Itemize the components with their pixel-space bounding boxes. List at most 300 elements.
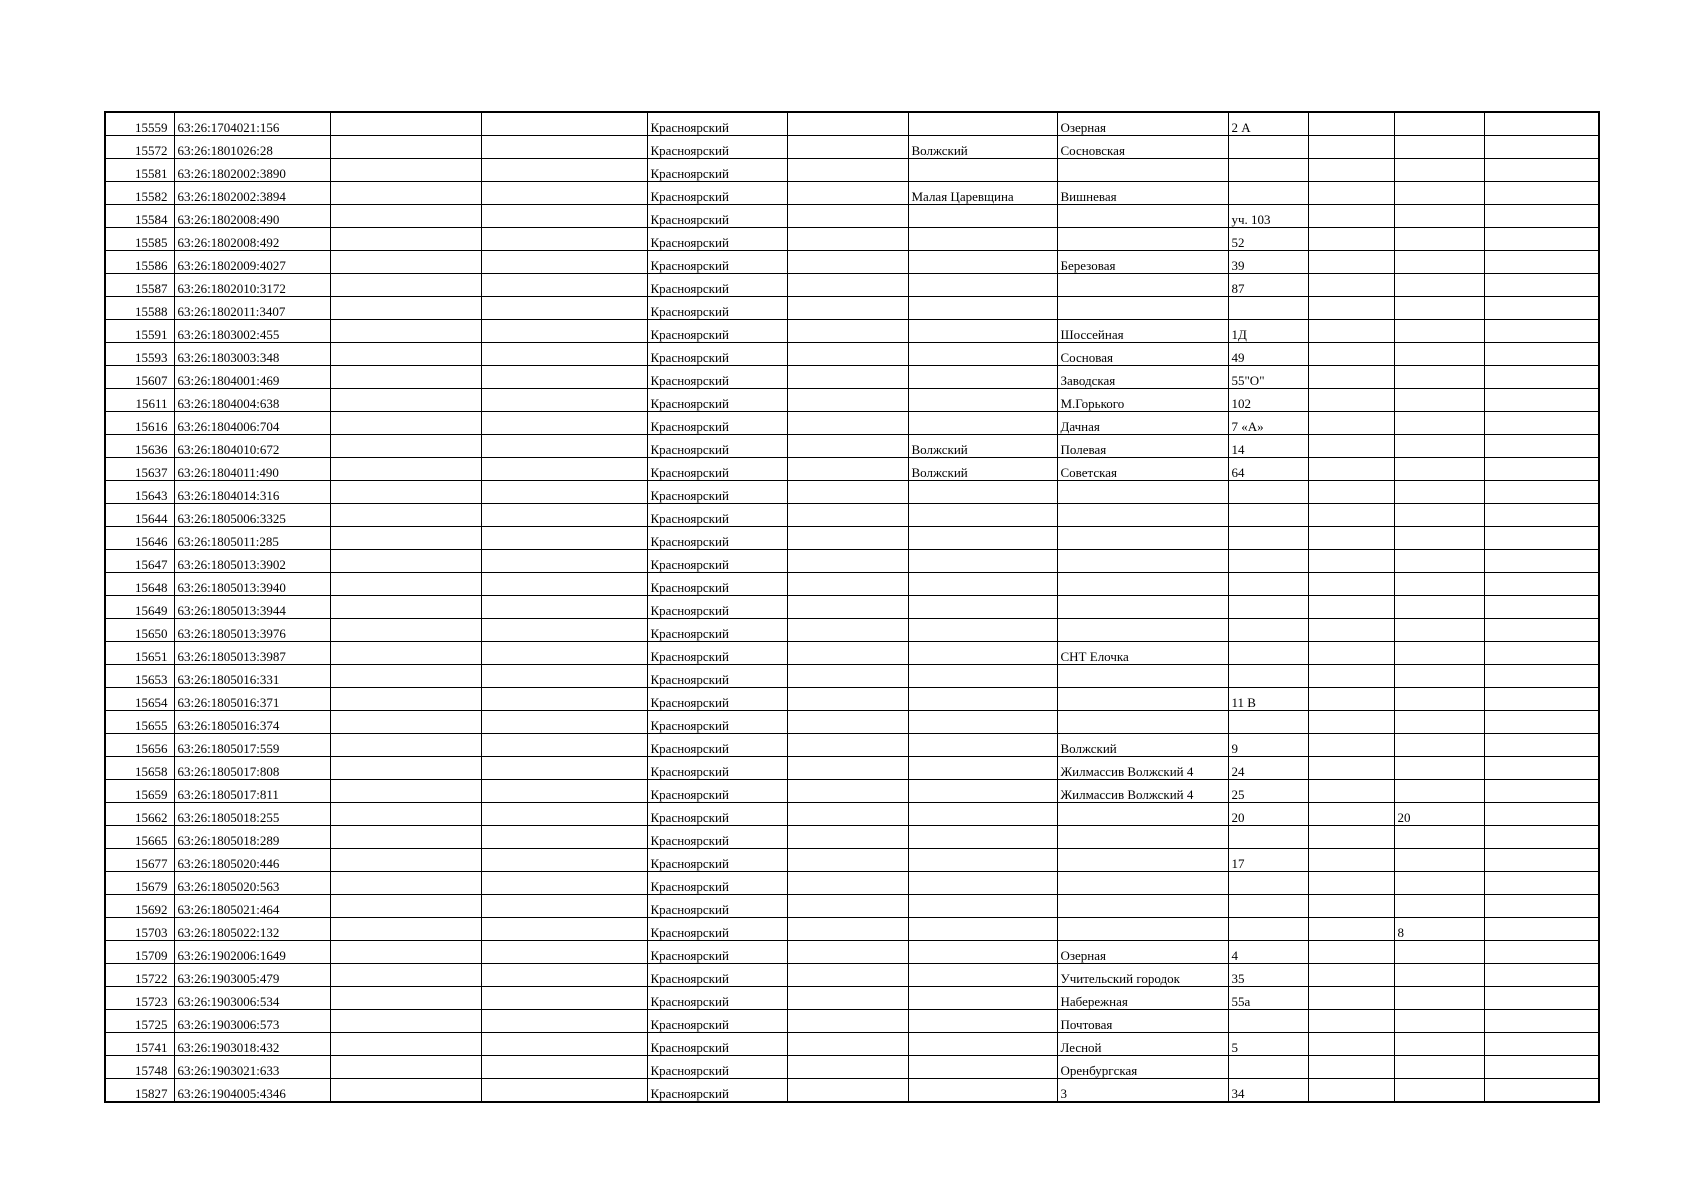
- cell-district: Красноярский: [647, 987, 787, 1010]
- cell-settlement: [908, 780, 1057, 803]
- cell-col-11: [1394, 389, 1484, 412]
- cell-col-3: [330, 205, 481, 228]
- cell-col-3: [330, 573, 481, 596]
- cell-district: Красноярский: [647, 366, 787, 389]
- cell-col-12: [1484, 941, 1599, 964]
- cell-district: Красноярский: [647, 481, 787, 504]
- cell-col-10: [1308, 872, 1394, 895]
- cell-house: [1228, 1056, 1308, 1079]
- cell-col-6: [787, 872, 908, 895]
- cell-settlement: [908, 596, 1057, 619]
- cell-col-4: [481, 527, 647, 550]
- cell-row-number: 15648: [105, 573, 174, 596]
- cell-street: Советская: [1057, 458, 1228, 481]
- cell-col-4: [481, 112, 647, 136]
- cell-col-4: [481, 297, 647, 320]
- cell-col-6: [787, 826, 908, 849]
- cell-row-number: 15655: [105, 711, 174, 734]
- cell-col-10: [1308, 688, 1394, 711]
- cell-col-4: [481, 918, 647, 941]
- cell-row-number: 15646: [105, 527, 174, 550]
- cell-cadastral-number: 63:26:1802002:3890: [174, 159, 330, 182]
- cell-col-6: [787, 849, 908, 872]
- cell-house: [1228, 826, 1308, 849]
- cell-col-12: [1484, 734, 1599, 757]
- cell-row-number: 15677: [105, 849, 174, 872]
- cell-row-number: 15659: [105, 780, 174, 803]
- cell-col-4: [481, 228, 647, 251]
- cell-cadastral-number: 63:26:1805013:3976: [174, 619, 330, 642]
- cell-cadastral-number: 63:26:1805013:3902: [174, 550, 330, 573]
- cell-district: Красноярский: [647, 1056, 787, 1079]
- cell-settlement: [908, 734, 1057, 757]
- cell-col-10: [1308, 757, 1394, 780]
- cell-settlement: [908, 504, 1057, 527]
- table-row: [105, 435, 1599, 458]
- cell-col-10: [1308, 780, 1394, 803]
- cell-col-10: [1308, 849, 1394, 872]
- cell-col-3: [330, 826, 481, 849]
- cell-col-12: [1484, 573, 1599, 596]
- cell-cadastral-number: 63:26:1805018:255: [174, 803, 330, 826]
- cell-row-number: 15709: [105, 941, 174, 964]
- cell-col-11: [1394, 941, 1484, 964]
- cell-district: Красноярский: [647, 251, 787, 274]
- cell-col-12: [1484, 872, 1599, 895]
- cell-col-4: [481, 803, 647, 826]
- cell-house: 2 А: [1228, 112, 1308, 136]
- cell-col-10: [1308, 274, 1394, 297]
- cell-house: [1228, 918, 1308, 941]
- cell-col-6: [787, 527, 908, 550]
- cell-settlement: Волжский: [908, 136, 1057, 159]
- cell-col-11: [1394, 1033, 1484, 1056]
- cell-col-4: [481, 596, 647, 619]
- cell-street: [1057, 573, 1228, 596]
- cell-col-6: [787, 573, 908, 596]
- cell-cadastral-number: 63:26:1805017:811: [174, 780, 330, 803]
- cell-row-number: 15559: [105, 112, 174, 136]
- cell-col-10: [1308, 412, 1394, 435]
- cell-col-11: [1394, 136, 1484, 159]
- cell-house: [1228, 872, 1308, 895]
- cell-house: 34: [1228, 1079, 1308, 1103]
- cell-col-6: [787, 1079, 908, 1103]
- cell-cadastral-number: 63:26:1805013:3987: [174, 642, 330, 665]
- cell-street: [1057, 481, 1228, 504]
- cell-settlement: [908, 1010, 1057, 1033]
- cell-col-6: [787, 112, 908, 136]
- table-row: [105, 826, 1599, 849]
- cell-col-11: [1394, 573, 1484, 596]
- cell-district: Красноярский: [647, 872, 787, 895]
- cell-col-10: [1308, 1033, 1394, 1056]
- table-row: [105, 136, 1599, 159]
- cell-col-10: [1308, 112, 1394, 136]
- cell-col-3: [330, 112, 481, 136]
- cell-col-12: [1484, 228, 1599, 251]
- cell-col-11: [1394, 481, 1484, 504]
- cell-row-number: 15653: [105, 665, 174, 688]
- cell-cadastral-number: 63:26:1805016:331: [174, 665, 330, 688]
- cell-col-11: [1394, 596, 1484, 619]
- cell-col-11: [1394, 757, 1484, 780]
- table-row: [105, 527, 1599, 550]
- cell-district: Красноярский: [647, 1010, 787, 1033]
- cell-cadastral-number: 63:26:1904005:4346: [174, 1079, 330, 1103]
- cell-col-3: [330, 159, 481, 182]
- cell-col-11: [1394, 872, 1484, 895]
- cell-col-3: [330, 504, 481, 527]
- cell-col-11: [1394, 366, 1484, 389]
- table-row: [105, 1079, 1599, 1103]
- table-row: [105, 1056, 1599, 1079]
- cell-col-4: [481, 320, 647, 343]
- cell-settlement: [908, 343, 1057, 366]
- cell-col-3: [330, 527, 481, 550]
- cell-cadastral-number: 63:26:1805017:808: [174, 757, 330, 780]
- cell-row-number: 15587: [105, 274, 174, 297]
- cell-col-6: [787, 642, 908, 665]
- cell-col-11: [1394, 780, 1484, 803]
- cell-col-4: [481, 136, 647, 159]
- cell-settlement: [908, 803, 1057, 826]
- table-row: [105, 274, 1599, 297]
- cell-col-3: [330, 642, 481, 665]
- cell-col-11: 20: [1394, 803, 1484, 826]
- cell-col-4: [481, 734, 647, 757]
- cell-house: 4: [1228, 941, 1308, 964]
- cell-street: [1057, 159, 1228, 182]
- cell-street: [1057, 665, 1228, 688]
- table-row: [105, 412, 1599, 435]
- cell-house: 35: [1228, 964, 1308, 987]
- cell-col-3: [330, 182, 481, 205]
- cell-col-10: [1308, 389, 1394, 412]
- cell-settlement: [908, 872, 1057, 895]
- cell-district: Красноярский: [647, 320, 787, 343]
- cell-col-12: [1484, 366, 1599, 389]
- cell-col-12: [1484, 688, 1599, 711]
- cell-cadastral-number: 63:26:1804010:672: [174, 435, 330, 458]
- cell-col-12: [1484, 205, 1599, 228]
- cell-col-6: [787, 1033, 908, 1056]
- cell-row-number: 15581: [105, 159, 174, 182]
- cell-cadastral-number: 63:26:1903006:534: [174, 987, 330, 1010]
- cell-settlement: [908, 112, 1057, 136]
- cell-col-3: [330, 274, 481, 297]
- cell-row-number: 15616: [105, 412, 174, 435]
- table-row: [105, 619, 1599, 642]
- cell-house: 55"О": [1228, 366, 1308, 389]
- cell-col-3: [330, 803, 481, 826]
- cell-settlement: [908, 757, 1057, 780]
- cell-district: Красноярский: [647, 458, 787, 481]
- table-row: [105, 849, 1599, 872]
- cell-settlement: [908, 918, 1057, 941]
- cell-settlement: [908, 895, 1057, 918]
- cell-district: Красноярский: [647, 964, 787, 987]
- cell-cadastral-number: 63:26:1805017:559: [174, 734, 330, 757]
- cell-col-4: [481, 711, 647, 734]
- cell-settlement: [908, 849, 1057, 872]
- cell-col-12: [1484, 849, 1599, 872]
- table-row: [105, 458, 1599, 481]
- cell-street: Сосновская: [1057, 136, 1228, 159]
- cell-col-3: [330, 734, 481, 757]
- cell-col-4: [481, 619, 647, 642]
- cell-col-12: [1484, 297, 1599, 320]
- cell-street: [1057, 527, 1228, 550]
- cell-cadastral-number: 63:26:1803002:455: [174, 320, 330, 343]
- cell-settlement: [908, 159, 1057, 182]
- cell-row-number: 15703: [105, 918, 174, 941]
- cell-house: [1228, 619, 1308, 642]
- cell-row-number: 15665: [105, 826, 174, 849]
- cell-col-4: [481, 780, 647, 803]
- table-row: [105, 803, 1599, 826]
- cell-col-10: [1308, 251, 1394, 274]
- cell-street: [1057, 918, 1228, 941]
- cell-col-4: [481, 757, 647, 780]
- cell-street: [1057, 619, 1228, 642]
- cell-district: Красноярский: [647, 803, 787, 826]
- cell-col-4: [481, 1056, 647, 1079]
- cell-cadastral-number: 63:26:1903018:432: [174, 1033, 330, 1056]
- cell-col-6: [787, 1010, 908, 1033]
- cell-col-12: [1484, 274, 1599, 297]
- cell-col-4: [481, 1079, 647, 1103]
- cell-col-3: [330, 136, 481, 159]
- cell-col-11: [1394, 826, 1484, 849]
- cell-col-11: [1394, 159, 1484, 182]
- cell-col-4: [481, 987, 647, 1010]
- cell-settlement: [908, 665, 1057, 688]
- cell-street: Жилмассив Волжский 4: [1057, 780, 1228, 803]
- cell-street: [1057, 711, 1228, 734]
- cell-col-6: [787, 504, 908, 527]
- cell-col-10: [1308, 527, 1394, 550]
- cell-row-number: 15654: [105, 688, 174, 711]
- cell-street: Волжский: [1057, 734, 1228, 757]
- cell-house: 7 «А»: [1228, 412, 1308, 435]
- cell-col-11: [1394, 550, 1484, 573]
- cell-district: Красноярский: [647, 205, 787, 228]
- cell-street: [1057, 872, 1228, 895]
- cell-street: Полевая: [1057, 435, 1228, 458]
- cell-cadastral-number: 63:26:1802008:490: [174, 205, 330, 228]
- cell-col-3: [330, 228, 481, 251]
- cell-cadastral-number: 63:26:1805020:563: [174, 872, 330, 895]
- cell-cadastral-number: 63:26:1804006:704: [174, 412, 330, 435]
- cell-col-10: [1308, 182, 1394, 205]
- cell-street: [1057, 596, 1228, 619]
- cell-street: [1057, 274, 1228, 297]
- table-row: [105, 918, 1599, 941]
- cell-district: Красноярский: [647, 343, 787, 366]
- cell-row-number: 15722: [105, 964, 174, 987]
- cell-col-3: [330, 251, 481, 274]
- cell-col-6: [787, 550, 908, 573]
- table-row: [105, 573, 1599, 596]
- cadastral-table: [104, 111, 1600, 1103]
- cell-col-12: [1484, 320, 1599, 343]
- cell-col-11: [1394, 527, 1484, 550]
- cell-col-3: [330, 366, 481, 389]
- cell-settlement: [908, 251, 1057, 274]
- cell-col-6: [787, 205, 908, 228]
- cell-street: Оренбургская: [1057, 1056, 1228, 1079]
- cell-col-3: [330, 389, 481, 412]
- cell-street: Озерная: [1057, 112, 1228, 136]
- cell-col-6: [787, 780, 908, 803]
- cell-col-11: [1394, 1079, 1484, 1103]
- cell-col-3: [330, 412, 481, 435]
- cell-col-10: [1308, 504, 1394, 527]
- cell-settlement: [908, 550, 1057, 573]
- cell-settlement: [908, 274, 1057, 297]
- cell-house: [1228, 159, 1308, 182]
- cell-col-12: [1484, 481, 1599, 504]
- cell-col-3: [330, 780, 481, 803]
- cell-house: 20: [1228, 803, 1308, 826]
- cell-house: 14: [1228, 435, 1308, 458]
- cell-col-3: [330, 596, 481, 619]
- cell-settlement: Волжский: [908, 458, 1057, 481]
- cell-col-3: [330, 872, 481, 895]
- cell-col-11: [1394, 251, 1484, 274]
- cell-col-4: [481, 182, 647, 205]
- cell-col-6: [787, 412, 908, 435]
- cell-col-6: [787, 596, 908, 619]
- cell-row-number: 15644: [105, 504, 174, 527]
- table-row: [105, 251, 1599, 274]
- cell-house: 11 В: [1228, 688, 1308, 711]
- cell-settlement: [908, 1079, 1057, 1103]
- cell-col-10: [1308, 1079, 1394, 1103]
- cell-settlement: [908, 987, 1057, 1010]
- cell-house: уч. 103: [1228, 205, 1308, 228]
- cell-col-12: [1484, 665, 1599, 688]
- cell-cadastral-number: 63:26:1802009:4027: [174, 251, 330, 274]
- cell-cadastral-number: 63:26:1804001:469: [174, 366, 330, 389]
- cell-col-6: [787, 688, 908, 711]
- cell-col-11: [1394, 849, 1484, 872]
- cell-col-6: [787, 136, 908, 159]
- cell-col-12: [1484, 711, 1599, 734]
- cell-col-12: [1484, 504, 1599, 527]
- cell-col-3: [330, 987, 481, 1010]
- cell-col-4: [481, 274, 647, 297]
- cell-col-4: [481, 826, 647, 849]
- cell-district: Красноярский: [647, 1079, 787, 1103]
- cell-street: [1057, 803, 1228, 826]
- cell-col-6: [787, 159, 908, 182]
- cell-district: Красноярский: [647, 619, 787, 642]
- cell-settlement: Волжский: [908, 435, 1057, 458]
- cell-house: [1228, 895, 1308, 918]
- cell-col-6: [787, 918, 908, 941]
- cell-street: [1057, 826, 1228, 849]
- cell-col-11: [1394, 964, 1484, 987]
- cell-col-10: [1308, 711, 1394, 734]
- cell-col-11: [1394, 734, 1484, 757]
- cell-col-6: [787, 895, 908, 918]
- cell-street: Лесной: [1057, 1033, 1228, 1056]
- cell-house: [1228, 550, 1308, 573]
- cell-col-6: [787, 297, 908, 320]
- cell-col-10: [1308, 573, 1394, 596]
- cell-col-6: [787, 757, 908, 780]
- cell-row-number: 15593: [105, 343, 174, 366]
- cell-district: Красноярский: [647, 182, 787, 205]
- cell-house: [1228, 297, 1308, 320]
- cell-district: Красноярский: [647, 642, 787, 665]
- cell-col-10: [1308, 803, 1394, 826]
- table-row: [105, 872, 1599, 895]
- cell-col-12: [1484, 136, 1599, 159]
- cell-col-12: [1484, 987, 1599, 1010]
- table-row: [105, 1033, 1599, 1056]
- cell-col-12: [1484, 964, 1599, 987]
- cell-row-number: 15658: [105, 757, 174, 780]
- cell-street: Жилмассив Волжский 4: [1057, 757, 1228, 780]
- cell-col-11: [1394, 228, 1484, 251]
- cell-row-number: 15643: [105, 481, 174, 504]
- cell-row-number: 15611: [105, 389, 174, 412]
- cell-col-11: [1394, 274, 1484, 297]
- cell-district: Красноярский: [647, 895, 787, 918]
- cell-house: 24: [1228, 757, 1308, 780]
- cell-district: Красноярский: [647, 941, 787, 964]
- cell-col-10: [1308, 964, 1394, 987]
- cell-cadastral-number: 63:26:1803003:348: [174, 343, 330, 366]
- cell-district: Красноярский: [647, 274, 787, 297]
- cell-district: Красноярский: [647, 665, 787, 688]
- cell-house: [1228, 504, 1308, 527]
- cell-district: Красноярский: [647, 849, 787, 872]
- cell-col-11: [1394, 412, 1484, 435]
- cell-house: 55а: [1228, 987, 1308, 1010]
- table-row: [105, 688, 1599, 711]
- cell-col-4: [481, 1010, 647, 1033]
- table-row: [105, 711, 1599, 734]
- cell-cadastral-number: 63:26:1804011:490: [174, 458, 330, 481]
- cell-row-number: 15572: [105, 136, 174, 159]
- cell-col-6: [787, 711, 908, 734]
- cell-col-3: [330, 1079, 481, 1103]
- cell-col-3: [330, 435, 481, 458]
- cell-street: Учительский городок: [1057, 964, 1228, 987]
- cell-col-10: [1308, 550, 1394, 573]
- table-row: [105, 941, 1599, 964]
- cell-col-12: [1484, 596, 1599, 619]
- cell-col-10: [1308, 343, 1394, 366]
- cell-col-10: [1308, 987, 1394, 1010]
- cell-col-3: [330, 458, 481, 481]
- cell-col-10: [1308, 665, 1394, 688]
- cell-col-12: [1484, 527, 1599, 550]
- cell-col-12: [1484, 251, 1599, 274]
- cell-col-11: [1394, 688, 1484, 711]
- cell-col-10: [1308, 458, 1394, 481]
- cell-house: 49: [1228, 343, 1308, 366]
- cell-cadastral-number: 63:26:1804014:316: [174, 481, 330, 504]
- cell-district: Красноярский: [647, 228, 787, 251]
- cell-col-4: [481, 458, 647, 481]
- table-row: [105, 596, 1599, 619]
- table-row: [105, 159, 1599, 182]
